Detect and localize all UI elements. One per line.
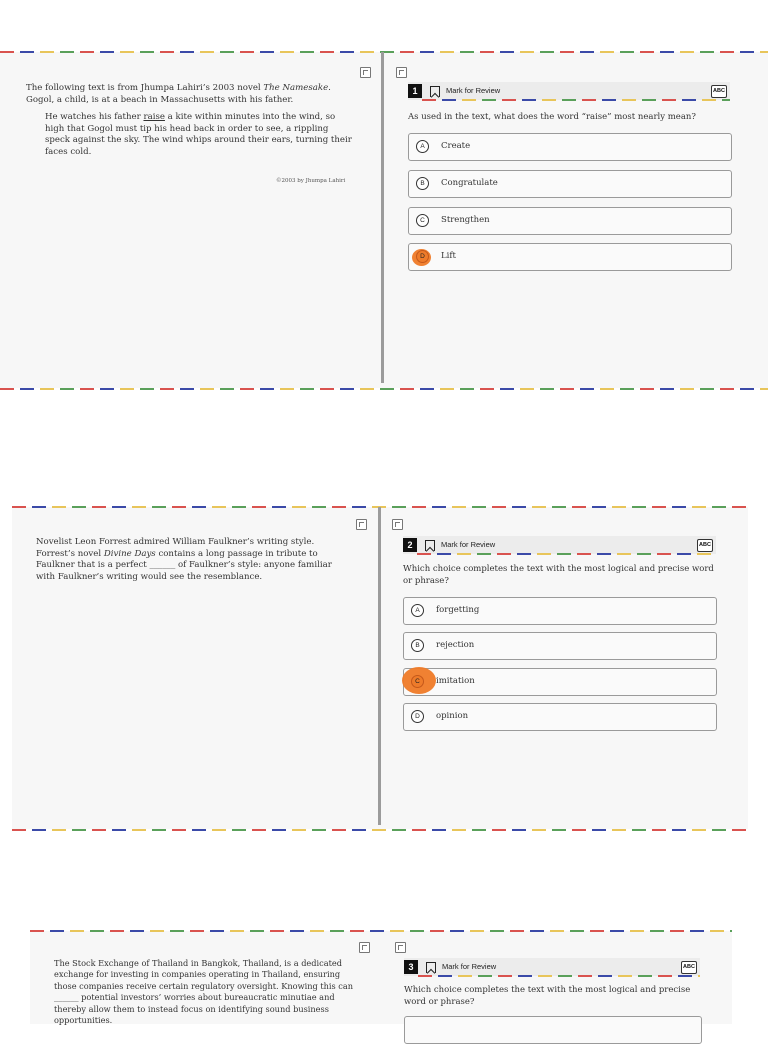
- choice-d[interactable]: [403, 703, 717, 731]
- choice-text: forgetting: [436, 605, 480, 615]
- choice-text: imitation: [436, 676, 475, 686]
- question-2-pane-divider[interactable]: [378, 507, 381, 825]
- bookmark-icon[interactable]: [426, 962, 436, 973]
- expand-icon[interactable]: [359, 942, 370, 953]
- question-3-stem: Which choice completes the text with the most logical and precise word or phrase?: [404, 985, 691, 1007]
- abc-strikethrough-icon[interactable]: ABC: [711, 85, 727, 98]
- question-1-top-border: [0, 51, 768, 53]
- bookmark-icon[interactable]: [425, 540, 435, 551]
- question-number: 2: [403, 538, 417, 552]
- question-2-header: [403, 536, 716, 554]
- choice-text: Strengthen: [441, 215, 490, 225]
- choice-a[interactable]: [403, 597, 717, 625]
- choice-text: Lift: [441, 251, 456, 261]
- abc-strikethrough-icon[interactable]: ABC: [697, 539, 713, 552]
- abc-strikethrough-icon[interactable]: ABC: [681, 961, 697, 974]
- copyright-notice: ©2003 by Jhumpa Lahiri: [276, 178, 346, 184]
- mark-for-review-button[interactable]: Mark for Review: [446, 86, 501, 95]
- answer-letter-circle-icon: B: [411, 639, 424, 652]
- bookmark-icon[interactable]: [430, 86, 440, 97]
- choice-text: Congratulate: [441, 178, 498, 188]
- question-1-pane-divider[interactable]: [381, 52, 384, 383]
- question-1-header: [408, 82, 730, 100]
- header-underline: [422, 99, 730, 101]
- passage-intro: The following text is from Jhumpa Lahiri’s 2003 novel The Namesake. Gogol, a child, is at a beach in Massachusetts with his father.: [26, 83, 331, 105]
- passage-text: Novelist Leon Forrest admired William Faulkner’s writing style. Forrest’s novel Divine Days contains a long passage in tribute to Faulkner that is a perfect ______ of Faulkner’s style: anyone familiar with Faulkner’s writing would see the resemblance.: [36, 537, 332, 582]
- answer-letter-circle-icon: A: [411, 604, 424, 617]
- passage-quote: He watches his father raise a kite within minutes into the wind, so high that Gogol must tip his head back in order to see, a rippling speck against the sky. The wind whips around their ears, turning their faces cold.: [45, 112, 352, 157]
- question-1-passage: [26, 83, 356, 158]
- question-1-bottom-border: [0, 388, 768, 390]
- question-number: 3: [404, 960, 418, 974]
- question-1-stem: As used in the text, what does the word “raise” most nearly mean?: [408, 112, 696, 122]
- answer-letter-circle-icon: A: [416, 140, 429, 153]
- question-2-passage: [36, 537, 346, 583]
- question-2-stem: Which choice completes the text with the most logical and precise word or phrase?: [403, 564, 714, 586]
- question-3-top-border: [30, 930, 732, 932]
- choice-c[interactable]: [408, 207, 732, 235]
- choice-d[interactable]: [408, 243, 732, 271]
- choice-a[interactable]: [408, 133, 732, 161]
- mark-for-review-button[interactable]: Mark for Review: [441, 540, 496, 549]
- choice-c[interactable]: [403, 668, 717, 696]
- answer-letter-circle-icon: D: [416, 250, 429, 263]
- question-3-header: [404, 958, 700, 976]
- collapse-icon[interactable]: [395, 942, 406, 953]
- header-underline: [418, 975, 700, 977]
- collapse-icon[interactable]: [392, 519, 403, 530]
- header-underline: [417, 553, 716, 555]
- choice-text: rejection: [436, 640, 475, 650]
- collapse-icon[interactable]: [396, 67, 407, 78]
- choice-b[interactable]: [403, 632, 717, 660]
- question-number: 1: [408, 84, 422, 98]
- expand-icon[interactable]: [356, 519, 367, 530]
- question-2-bottom-border: [12, 829, 748, 831]
- choice-a[interactable]: [404, 1016, 702, 1044]
- choice-text: opinion: [436, 711, 469, 721]
- passage-text: The Stock Exchange of Thailand in Bangkok, Thailand, is a dedicated exchange for investing in companies operating in Thailand, ensuring those companies receive certain regulatory oversight. Knowing this can ______ potential investors’ worries about bureaucratic minutiae and thereby allow them to instead focus on identifying sound business opportunities.: [54, 958, 354, 1026]
- choice-b[interactable]: [408, 170, 732, 198]
- choice-text: Create: [441, 141, 471, 151]
- answer-letter-circle-icon: C: [416, 214, 429, 227]
- expand-icon[interactable]: [360, 67, 371, 78]
- question-3-passage: [54, 958, 356, 1026]
- answer-letter-circle-icon: D: [411, 710, 424, 723]
- answer-letter-circle-icon: C: [411, 675, 424, 688]
- answer-letter-circle-icon: B: [416, 177, 429, 190]
- mark-for-review-button[interactable]: Mark for Review: [442, 962, 497, 971]
